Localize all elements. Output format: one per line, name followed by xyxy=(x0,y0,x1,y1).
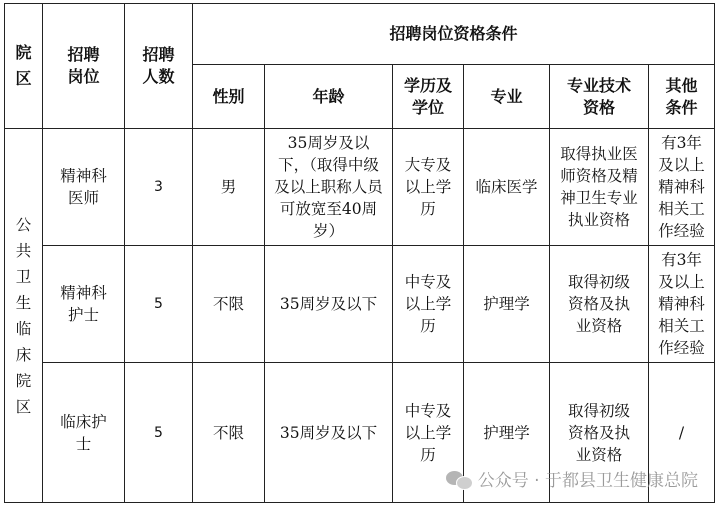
major-cell: 护理学 xyxy=(464,363,550,503)
age-cell: 35周岁及以下，（取得中级及以上职称人员可放宽至40周岁） xyxy=(265,129,393,246)
other-cell: / xyxy=(649,363,715,503)
tech-qualification-cell: 取得执业医师资格及精神卫生专业执业资格 xyxy=(550,129,649,246)
gender-cell: 男 xyxy=(193,129,265,246)
header-position: 招聘岗位 xyxy=(43,4,125,129)
age-cell: 35周岁及以下 xyxy=(265,246,393,363)
header-education: 学历及学位 xyxy=(393,65,464,129)
campus-cell: 公共卫生临床院区 xyxy=(5,129,43,503)
position-cell: 临床护士 xyxy=(43,363,125,503)
header-row-1 xyxy=(5,4,715,65)
major-cell: 临床医学 xyxy=(464,129,550,246)
other-cell: 有3年及以上精神科相关工作经验 xyxy=(649,129,715,246)
table-row xyxy=(5,246,715,363)
other-cell: 有3年及以上精神科相关工作经验 xyxy=(649,246,715,363)
table-row xyxy=(5,129,715,246)
count-cell: 5 xyxy=(125,363,193,503)
header-age: 年龄 xyxy=(265,65,393,129)
major-cell: 护理学 xyxy=(464,246,550,363)
age-cell: 35周岁及以下 xyxy=(265,363,393,503)
header-other: 其他条件 xyxy=(649,65,715,129)
count-cell: 5 xyxy=(125,246,193,363)
education-cell: 中专及以上学历 xyxy=(393,363,464,503)
header-count: 招聘人数 xyxy=(125,4,193,129)
position-cell: 精神科护士 xyxy=(43,246,125,363)
gender-cell: 不限 xyxy=(193,246,265,363)
education-cell: 大专及以上学历 xyxy=(393,129,464,246)
position-cell: 精神科医师 xyxy=(43,129,125,246)
header-major: 专业 xyxy=(464,65,550,129)
header-qualification-group: 招聘岗位资格条件 xyxy=(193,4,715,65)
recruitment-table xyxy=(4,3,715,503)
tech-qualification-cell: 取得初级资格及执业资格 xyxy=(550,246,649,363)
watermark-text: 公众号 · 于都县卫生健康总院 xyxy=(477,471,698,491)
count-cell: 3 xyxy=(125,129,193,246)
tech-qualification-cell: 取得初级资格及执业资格 xyxy=(550,363,649,503)
gender-cell: 不限 xyxy=(193,363,265,503)
header-campus: 院区 xyxy=(5,4,43,129)
header-gender: 性别 xyxy=(193,65,265,129)
recruitment-table-container xyxy=(4,3,714,503)
education-cell: 中专及以上学历 xyxy=(393,246,464,363)
table-row xyxy=(5,363,715,503)
header-tech-qualification: 专业技术资格 xyxy=(550,65,649,129)
